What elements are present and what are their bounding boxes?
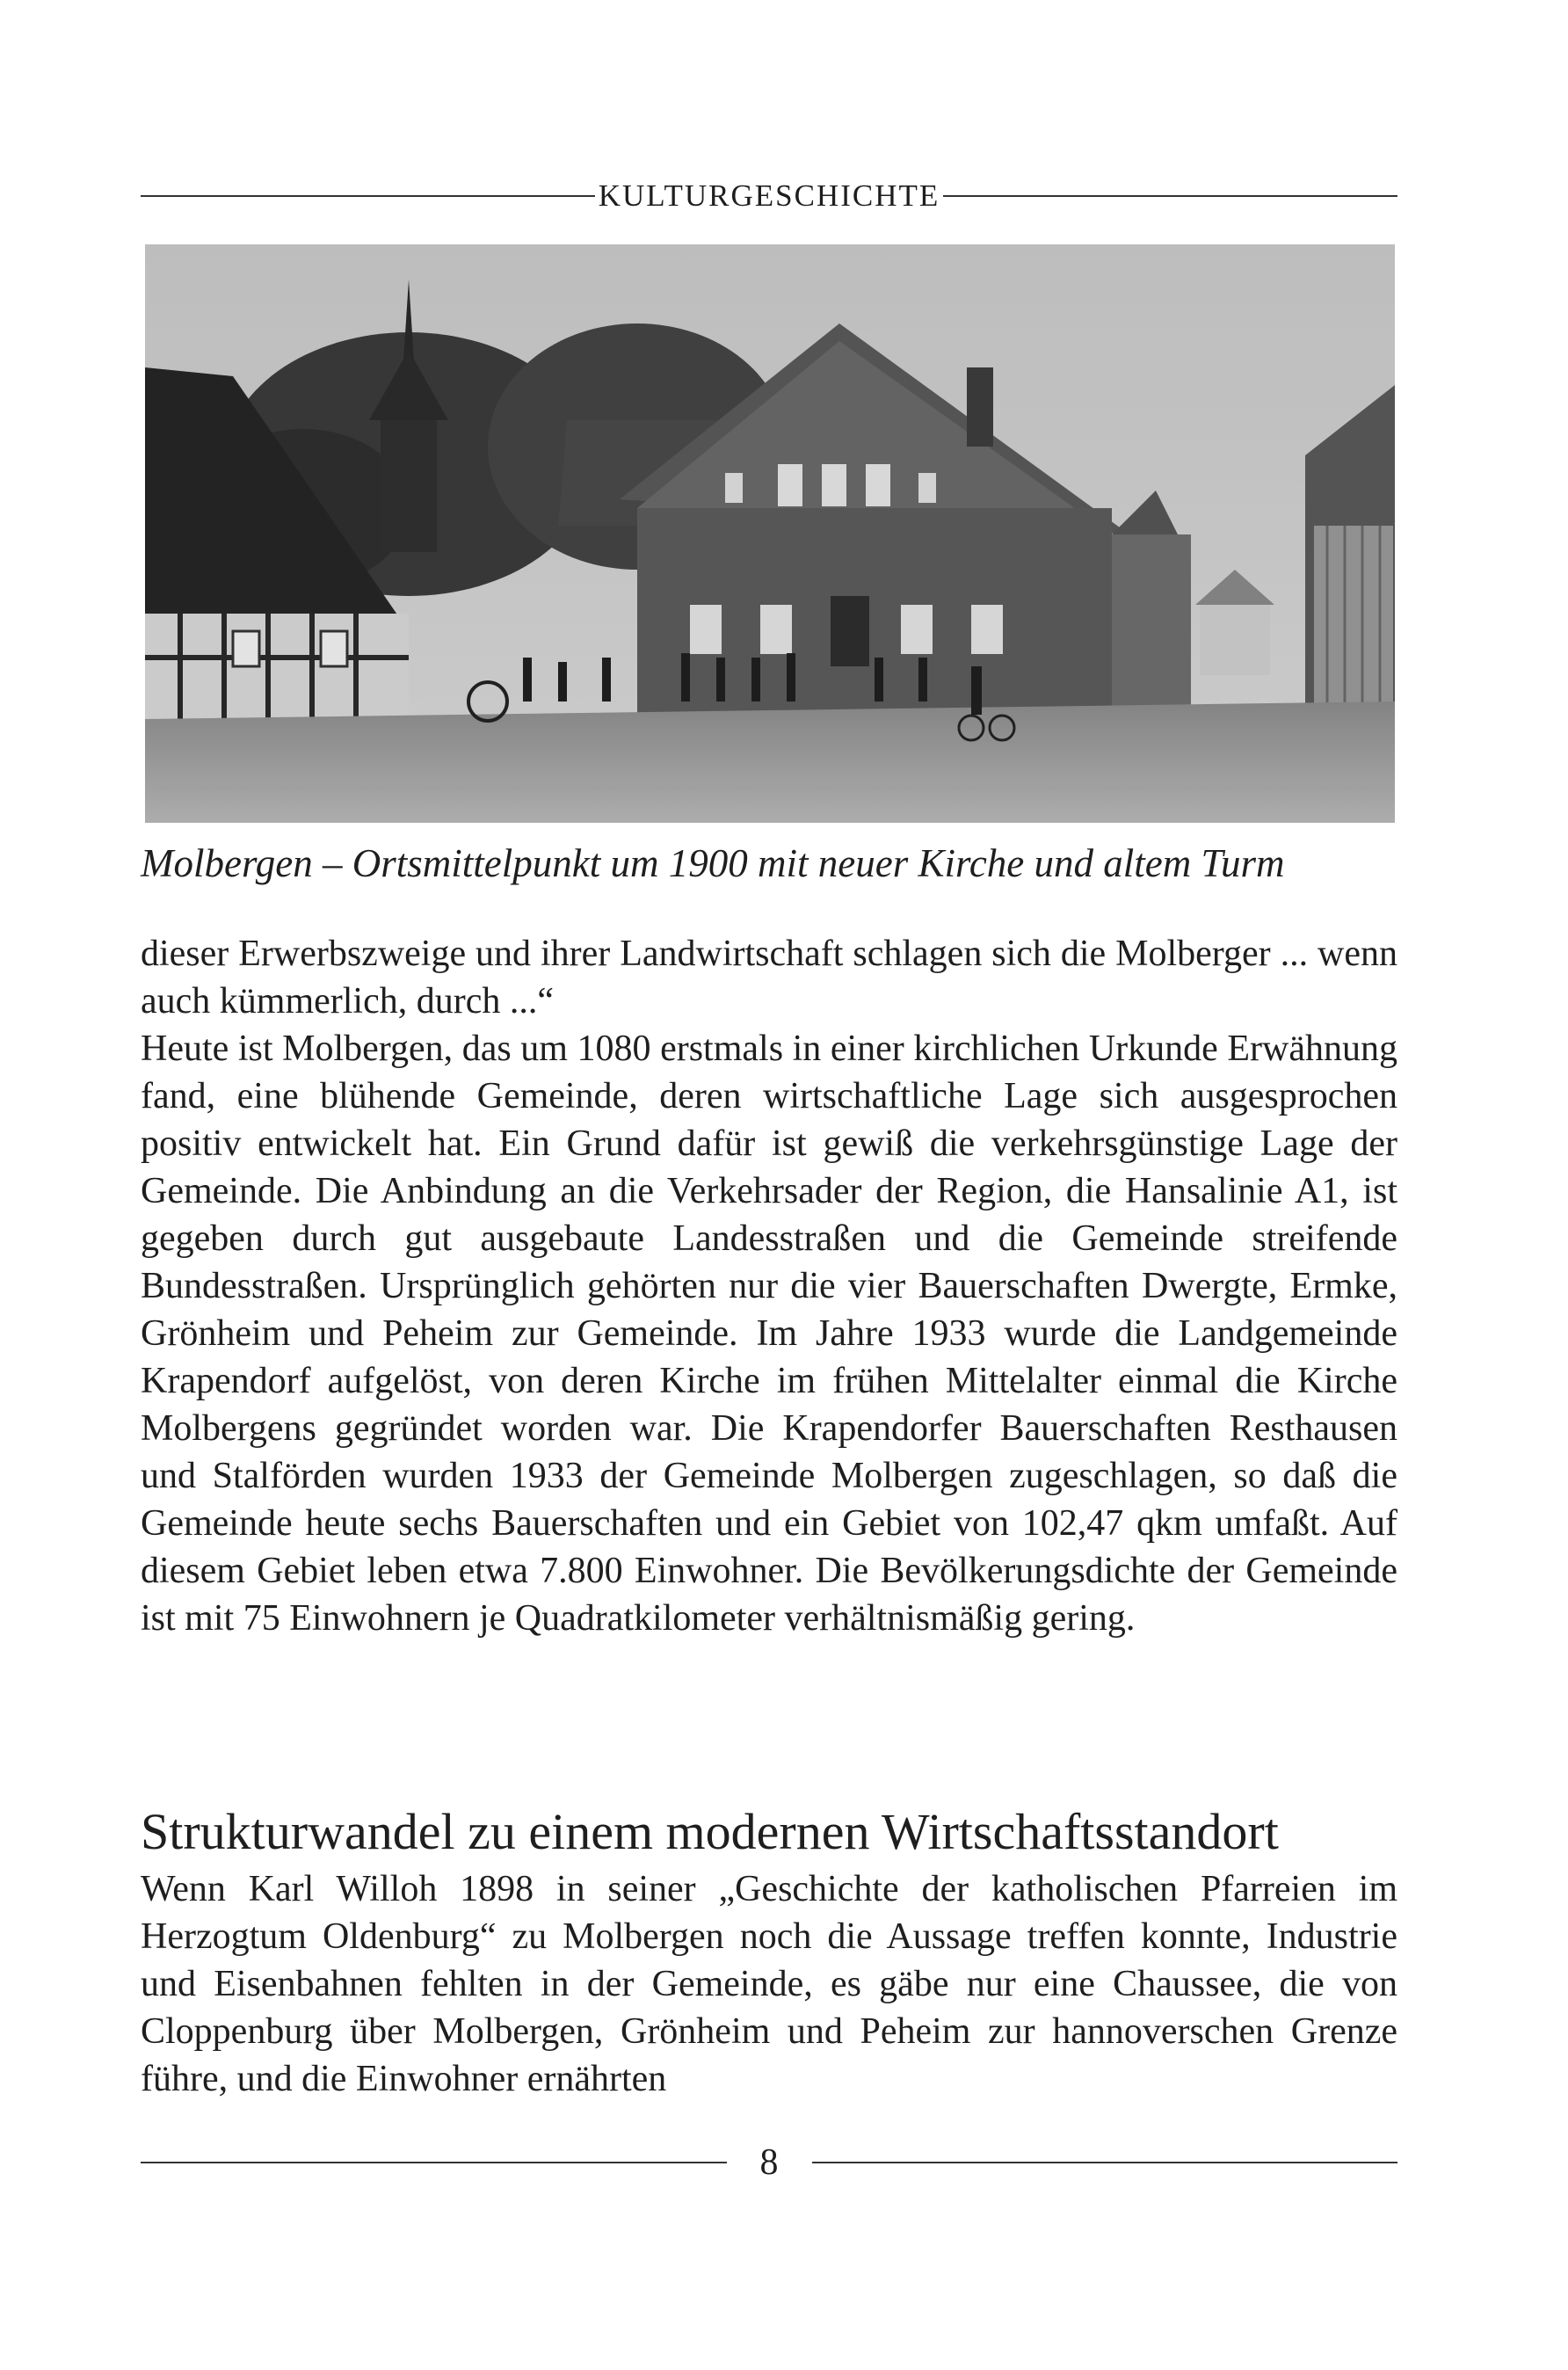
- section-heading: Strukturwandel zu einem modernen Wirtschaftsstandort: [141, 1803, 1279, 1860]
- running-title: KULTURGESCHICHTE: [598, 178, 940, 213]
- photo-caption: Molbergen – Ortsmittelpunkt um 1900 mit neuer Kirche und altem Turm: [141, 841, 1285, 885]
- body-text: [141, 930, 1397, 1642]
- footer-rule-left: [141, 2162, 727, 2163]
- header-rule-left: [141, 195, 595, 197]
- header-rule-right: [943, 195, 1397, 197]
- footer-rule-right: [812, 2162, 1398, 2163]
- running-header: [141, 174, 1397, 218]
- section-paragraph: Wenn Karl Willoh 1898 in seiner „Geschichte der katholischen Pfarreien im Herzogtum Oldenburg“ zu Molbergen noch die Aussage treffen konnte, Industrie und Eisenbahnen fehlten in der Gemeinde, es gäbe nur eine Chaussee, die von Cloppenburg über Molbergen, Grönheim und Peheim zur hannoverschen Grenze führe, und die Einwohner ernährten: [141, 1869, 1397, 2099]
- page-footer: [141, 2136, 1397, 2189]
- paragraph-1: dieser Erwerbszweige und ihrer Landwirtschaft schlagen sich die Molberger ... wenn auch kümmerlich, durch ...“: [141, 934, 1397, 1021]
- paragraph-2: Heute ist Molbergen, das um 1080 erstmals in einer kirchlichen Urkunde Erwähnung fand, eine blühende Gemeinde, deren wirtschaftliche Lage sich ausgesprochen positiv entwickelt hat. Ein Grund dafür ist gewiß die verkehrsgünstige Lage der Gemeinde. Die Anbindung an die Verkehrsader der Region, die Hansalinie A1, ist gegeben durch gut ausgebaute Landesstraßen und die Gemeinde streifende Bundesstraßen. Ursprünglich gehörten nur die vier Bauerschaften Dwergte, Ermke, Grönheim und Peheim zur Gemeinde. Im Jahre 1933 wurde die Landgemeinde Krapendorf aufgelöst, von deren Kirche im frühen Mittelalter einmal die Kirche Molbergens gegründet worden war. Die Krapendorfer Bauerschaften Resthausen und Stalförden wurden 1933 der Gemeinde Molbergen zugeschlagen, so daß die Gemeinde heute sechs Bauerschaften und ein Gebiet von 102,47 qkm umfaßt. Auf diesem Gebiet leben etwa 7.800 Einwohner. Die Bevölkerungsdichte der Gemeinde ist mit 75 Einwohnern je Quadratkilometer verhältnismäßig gering.: [141, 1029, 1397, 1639]
- page-number: 8: [759, 2142, 779, 2183]
- historical-photograph: [145, 244, 1395, 823]
